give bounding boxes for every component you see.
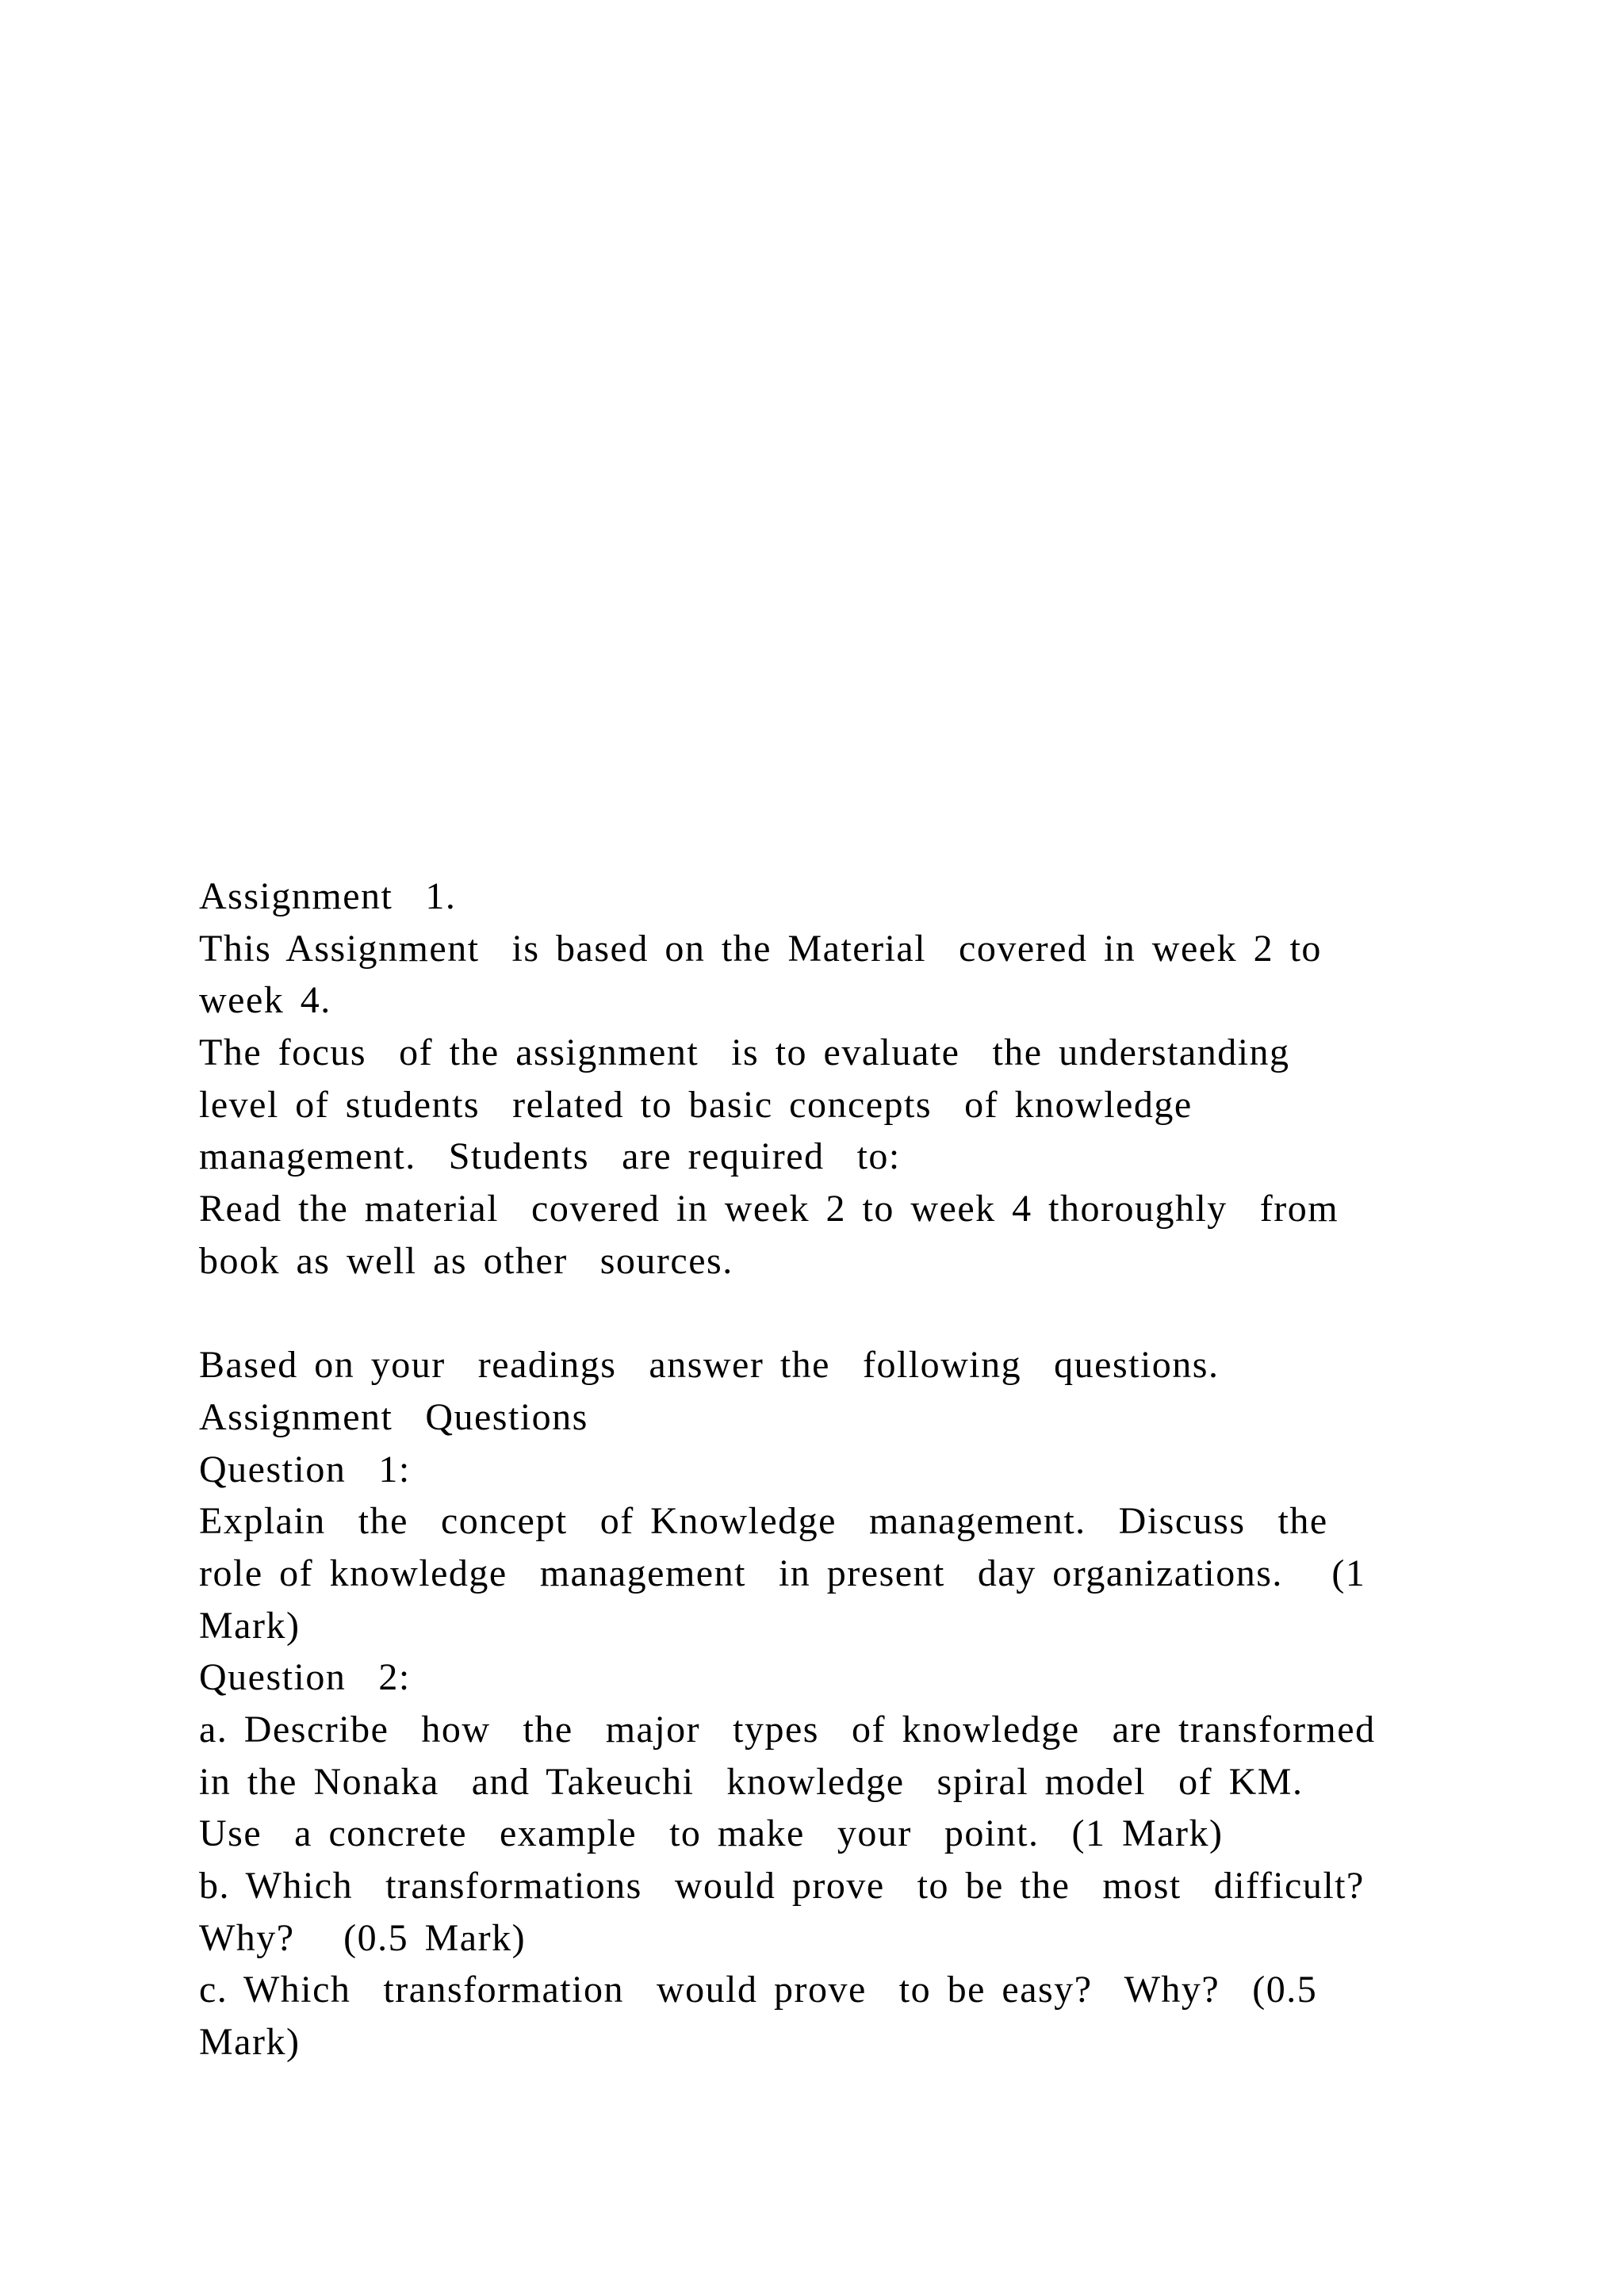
section-heading: Assignment Questions xyxy=(199,1395,588,1438)
text-line: The focus of the assignment is to evaluate the understanding xyxy=(199,1031,1290,1074)
text-line: b. Which transformations would prove to be the most difficult? xyxy=(199,1865,1365,1908)
text-line: book as well as other sources. xyxy=(199,1239,733,1282)
text-line: Why? (0.5 Mark) xyxy=(199,1916,527,1959)
text-line: Read the material covered in week 2 to week 4 thoroughly from xyxy=(199,1188,1339,1230)
blank-line xyxy=(199,1288,1484,1340)
text-line: level of students related to basic concepts of knowledge xyxy=(199,1083,1193,1126)
question-label: Question 2: xyxy=(199,1656,411,1699)
text-line: management. Students are required to: xyxy=(199,1135,901,1178)
text-line: in the Nonaka and Takeuchi knowledge spiral model of KM. xyxy=(199,1760,1304,1803)
text-line: a. Describe how the major types of knowledge are transformed xyxy=(199,1709,1376,1751)
assignment-text xyxy=(199,871,1484,2068)
text-line: Mark) xyxy=(199,2021,301,2064)
text-line: week 4. xyxy=(199,979,331,1022)
text-line: Explain the concept of Knowledge management. Discuss the xyxy=(199,1500,1328,1543)
text-line: This Assignment is based on the Material covered in week 2 to xyxy=(199,927,1322,970)
question-label: Question 1: xyxy=(199,1448,411,1490)
text-line: Use a concrete example to make your point. (1 Mark) xyxy=(199,1812,1224,1855)
text-line: role of knowledge management in present day organizations. (1 xyxy=(199,1552,1366,1594)
text-line: Mark) xyxy=(199,1604,301,1647)
text-line: Based on your readings answer the following questions. xyxy=(199,1344,1220,1387)
assignment-heading: Assignment 1. xyxy=(199,875,457,917)
text-line: c. Which transformation would prove to be easy? Why? (0.5 xyxy=(199,1969,1318,2011)
